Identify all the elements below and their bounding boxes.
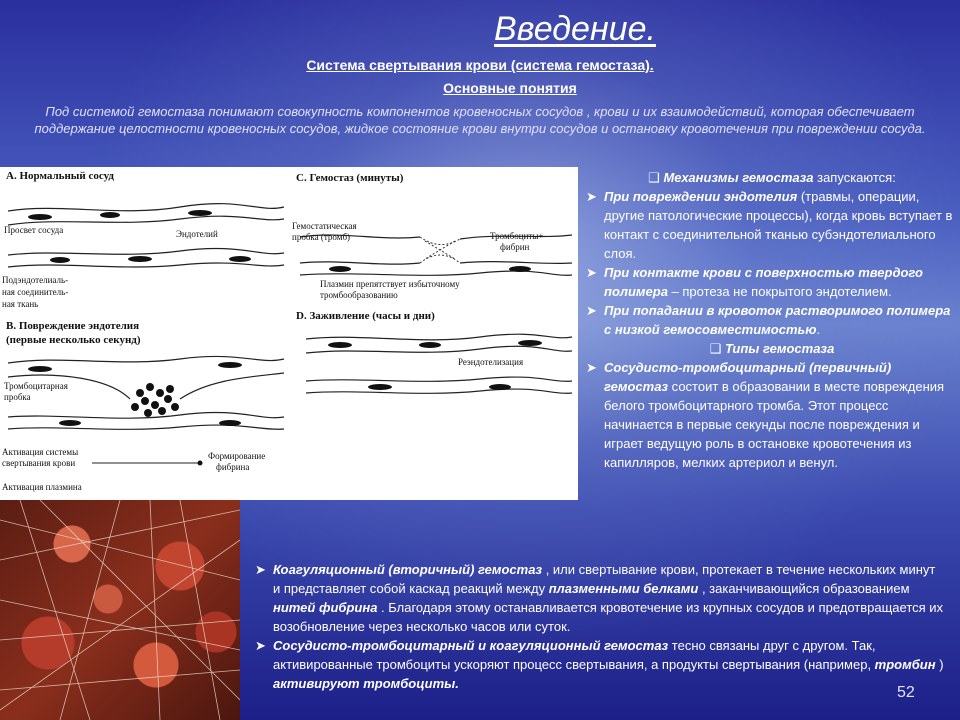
checkbox-bullet-icon: ❑ — [648, 170, 660, 185]
arrow-bullet-icon: ➤ — [586, 360, 597, 375]
arrow-bullet-icon: ➤ — [586, 265, 597, 280]
label-lumen: Просвет сосуда — [4, 225, 64, 235]
label-platelet-plug-2: пробка — [4, 392, 31, 402]
intro-paragraph: Под системой гемостаза понимают совокупность компонентов кровеносных сосудов , крови и их взаимодействий, которая обеспечивает поддержание целостности кровеносных сосудов, жидкое состояние крови внутри сосудов и остановку кровотечения при повреждении сосуда. — [34, 104, 926, 136]
label-reendothelization: Реэндотелизация — [458, 357, 524, 367]
page-number: 52 — [897, 684, 915, 701]
label-subendo-3: ная ткань — [2, 299, 39, 309]
panel-d-label: D. Заживление (часы и дни) — [296, 310, 435, 322]
list-item: ➤ При попадании в кровоток растворимого полимера с низкой гемосовместимостью. — [586, 303, 951, 337]
arrow-bullet-icon: ➤ — [586, 189, 597, 204]
list-item-mechanisms-heading: ❑ Механизмы гемостаза запускаются: — [648, 170, 896, 185]
panel-a-label: А. Нормальный сосуд — [6, 170, 114, 182]
label-fibrin-formation-2: фибрина — [216, 462, 250, 472]
label-coag-activation-1: Активация системы — [2, 447, 79, 457]
label-platelets-fibrin-1: Тромбоциты+ — [490, 231, 544, 241]
label-hemostatic-plug-1: Гемостатическая — [292, 221, 357, 231]
checkbox-bullet-icon: ❑ — [709, 341, 722, 356]
list-item: ➤ При повреждении эндотелия (травмы, операции, другие патологические процессы), когда кровь вступает в контакт с соединительной тканью субэндотелиального слоя. — [586, 189, 953, 261]
label-subendo-2: ная соединитель- — [2, 287, 69, 297]
arrow-bullet-icon: ➤ — [586, 303, 597, 318]
slide-section-heading: Основные понятия — [443, 80, 577, 96]
label-subendo-1: Подэндотелиаль- — [2, 275, 69, 285]
label-endothelium: Эндотелий — [176, 229, 218, 239]
label-hemostatic-plug-2: пробка (тромб) — [292, 232, 351, 242]
hemostasis-diagram — [0, 167, 578, 500]
label-plasmin-note-1: Плазмин препятствует избыточному — [320, 279, 460, 289]
list-item: ➤ Коагуляционный (вторичный) гемостаз , или свертывание крови, протекает в течение нескольких минут и представляет собой каскад реакций между плазменными белками , заканчивающийся образованием нитей фибрина . Благодаря этому останавливается кровотечение из крупных сосудов и предотвращается их возобновление через несколько часов или суток. — [255, 562, 944, 634]
slide-subtitle: Система свертывания крови (система гемостаза). — [306, 57, 654, 73]
list-item-types-heading: ❑ Типы гемостаза — [709, 341, 835, 356]
slide-title: Введение. — [494, 10, 656, 48]
mechanisms-list — [586, 168, 958, 472]
list-item: ➤ При контакте крови с поверхностью твердого полимера – протеза не покрытого эндотелием. — [586, 265, 923, 299]
list-item: ➤ Сосудисто-тромбоцитарный и коагуляционный гемостаз тесно связаны друг с другом. Так, активированные тромбоциты ускоряют процесс свертывания, а продукты свертывания (например, тромбин ) активируют тромбоциты. — [255, 638, 944, 691]
hemostasis-types-list — [255, 560, 945, 693]
label-plasmin-activation: Активация плазмина — [2, 482, 82, 492]
panel-b-sublabel: (первые несколько секунд) — [6, 334, 141, 346]
blood-clot-photo — [0, 500, 240, 720]
panel-c-label: С. Гемостаз (минуты) — [296, 172, 404, 184]
label-plasmin-note-2: тромбообразованию — [320, 290, 398, 300]
arrow-bullet-icon: ➤ — [255, 638, 266, 653]
list-item: ➤ Сосудисто-тромбоцитарный (первичный) гемостаз состоит в образовании в месте повреждения белого тромбоцитарного тромба. Этот процесс начинается в первые секунды после повреждения и играет ведущую роль в остановке кровотечения из капилляров, мелких артериол и венул. — [586, 360, 945, 470]
label-fibrin-formation-1: Формирование — [208, 451, 266, 461]
panel-b-label: В. Повреждение эндотелия — [6, 320, 140, 332]
label-coag-activation-2: свертывания крови — [2, 458, 76, 468]
label-platelets-fibrin-2: фибрин — [500, 242, 530, 252]
arrow-bullet-icon: ➤ — [255, 562, 266, 577]
label-platelet-plug-1: Тромбоцитарная — [4, 381, 68, 391]
